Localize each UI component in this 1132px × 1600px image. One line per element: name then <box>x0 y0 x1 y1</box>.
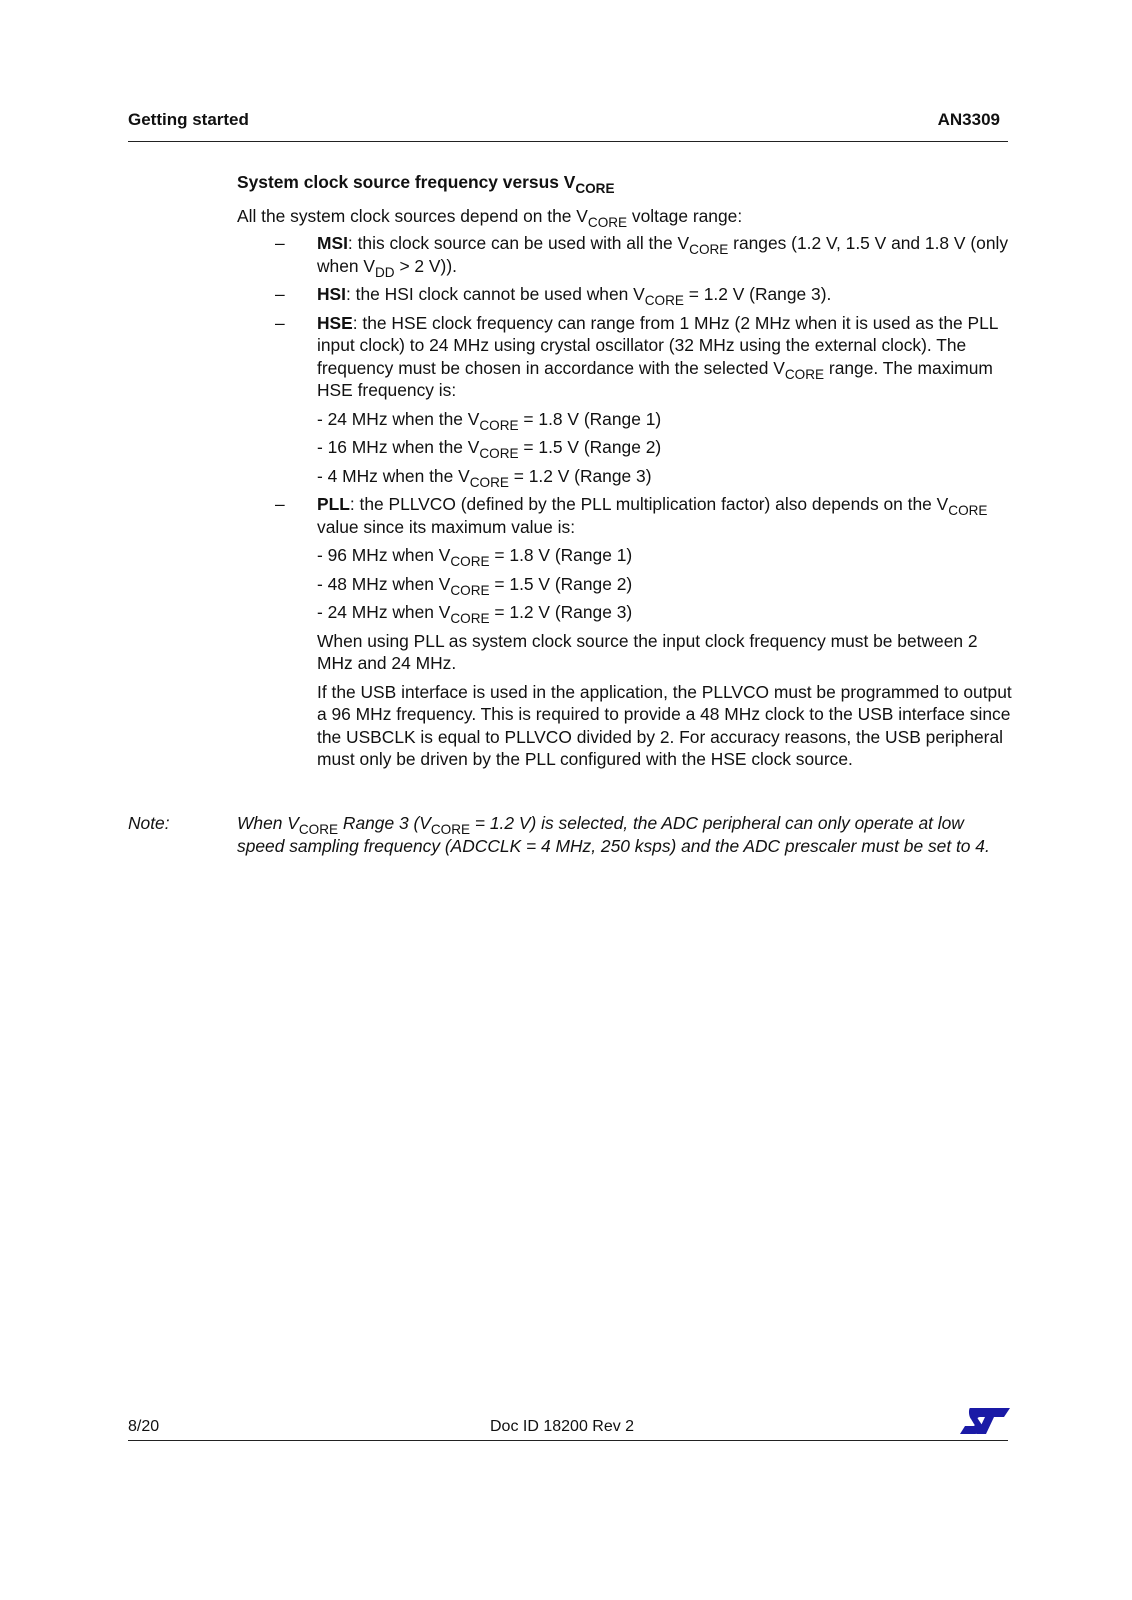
footer-rule <box>128 1440 1008 1441</box>
footer-page-number: 8/20 <box>128 1418 160 1435</box>
hse-range-3: - 4 MHz when the $V_{CORE} = 1.2$ V (Range 3) <box>317 465 652 490</box>
intro-paragraph: All the system clock sources depend on the $V_{CORE}$ voltage range: <box>237 205 743 230</box>
pll-range-1: - 96 MHz when $V_{CORE} = 1.8$ V (Range 1) <box>317 545 633 569</box>
main-content <box>237 171 1012 777</box>
header-doc-code: AN3309 <box>937 110 1000 129</box>
pll-paragraph-input: When using PLL as system clock source the input clock frequency must be between 2 MHz and 24 MHz. <box>317 630 978 673</box>
pll-paragraph-usb: If the USB interface is used in the application, the PLLVCO must be programmed to output a 96 MHz frequency. This is required to provide a 48 MHz clock to the USB interface since the USBCLK is equal to PLLVCO divided by 2. For accuracy reasons, the USB peripheral must only be driven by the PLL configured with the HSE clock source. <box>317 681 1012 769</box>
hse-range-2: - 16 MHz when the $V_{CORE} = 1.5$ V (Range 2) <box>317 437 662 461</box>
note-label: Note: <box>128 813 170 833</box>
note-text: When $V_{CORE}$ Range 3 ($V_{CORE} = 1.2$ V) is selected, the ADC peripheral can only operate at low speed sampling frequency (ADCCLK = 4 MHz, 250 ksps) and the ADC prescaler must be set to 4. <box>237 813 990 856</box>
st-logo-icon <box>960 1406 1010 1436</box>
list-dash: – <box>275 312 285 333</box>
list-item-hse: – HSE: the HSE clock frequency can range from 1 MHz (2 MHz when it is used as the PLL input clock) to 24 MHz using crystal oscillator (32 MHz using the external clock). The frequency must be chosen in accordance with the selected $V_{CORE}$ range. The maximum HSE frequency is: <box>275 312 998 400</box>
footer-doc-id: Doc ID 18200 Rev 2 <box>490 1418 635 1435</box>
list-dash: – <box>275 233 285 253</box>
list-dash: – <box>275 494 285 514</box>
hse-range-1: - 24 MHz when the $V_{CORE} = 1.8$ V (Range 1) <box>317 408 662 433</box>
list-item-hsi: – HSI: the HSI clock cannot be used when $V_{CORE} = 1.2$ V (Range 3). <box>275 284 832 308</box>
list-dash: – <box>275 284 285 304</box>
list-item-pll: – PLL: the PLLVCO (defined by the PLL multiplication factor) also depends on the $V_{CORE}$ value since its maximum value is: <box>275 494 988 537</box>
section-heading: System clock source frequency versus $V_{CORE}$ <box>237 172 615 196</box>
pll-range-3: - 24 MHz when $V_{CORE} = 1.2$ V (Range 3) <box>317 602 633 626</box>
header-rule <box>128 141 1008 142</box>
header-section-title: Getting started <box>128 110 249 129</box>
list-item-msi: – MSI: this clock source can be used with all the $V_{CORE}$ ranges (1.2 V, 1.5 V and 1.8 V (only when $V_{DD} > 2$ V)). <box>275 233 1009 280</box>
pll-range-2: - 48 MHz when $V_{CORE} = 1.5$ V (Range 2) <box>317 573 633 598</box>
